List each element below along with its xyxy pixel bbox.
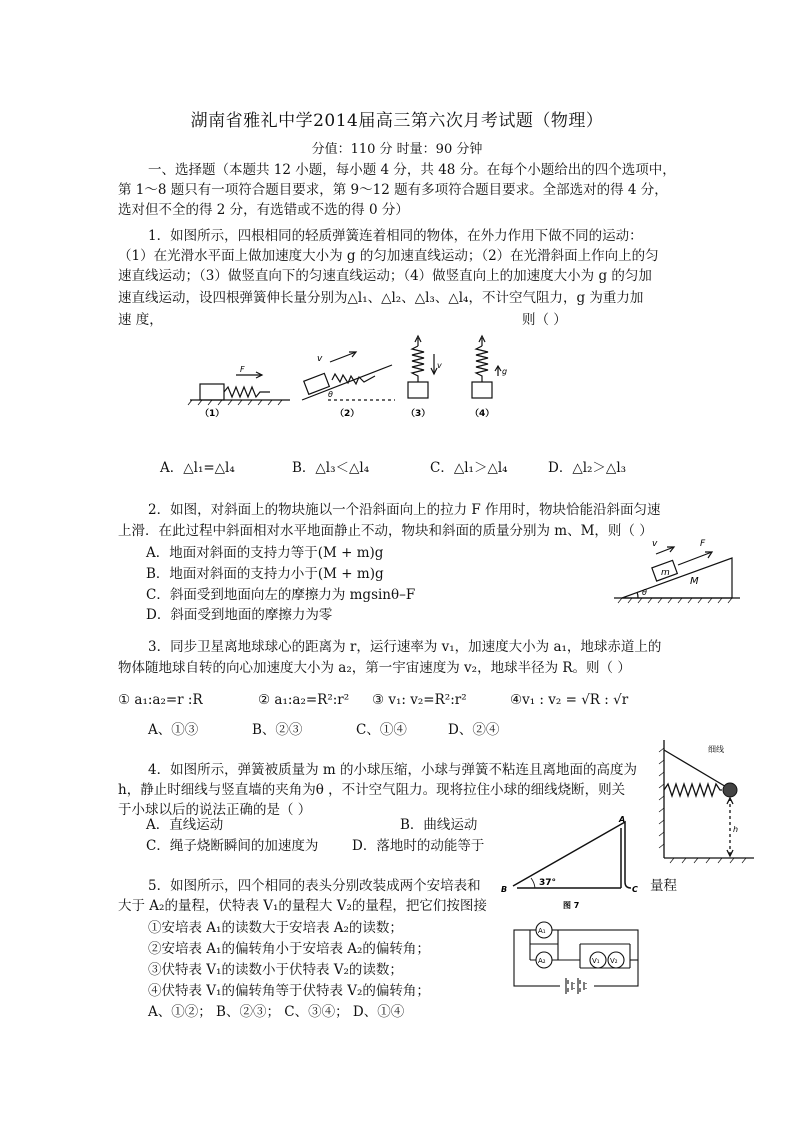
q4-figure: [656, 738, 756, 864]
q1-line-2: （1）在光滑水平面上做加速度大小为 g 的匀加速直线运动；（2）在光滑斜面上作向上的匀: [118, 248, 659, 264]
q1-fig-caption-1: （1）: [200, 409, 225, 419]
q4-fig-label-h: h: [733, 825, 739, 834]
q2-option-b: B．地面对斜面的支持力小于(M + m)g: [146, 566, 384, 582]
q1-option-c: C．△l₁＞△l₄: [430, 460, 508, 476]
q5-line-1-start: 5．如图所示，四个相同的表头分别改装成两个安培表和: [148, 878, 481, 894]
q5-item-2: ②安培表 A₁的偏转角小于安培表 A₂的偏转角；: [148, 941, 430, 957]
q1-option-d: D．△l₂＞△l₃: [548, 460, 627, 476]
q3-statement-3: ③ v₁: v₂=R²:r²: [372, 692, 467, 708]
q2-fig-label-M: M: [690, 576, 699, 587]
q5-meter-v1: V₁: [592, 957, 600, 965]
q2-line-1: 2．如图，对斜面上的物块施以一个沿斜面向上的拉力 F 作用时，物块恰能沿斜面匀速: [148, 502, 661, 518]
q1-line-3: 速直线运动；（3）做竖直向下的匀速直线运动；（4）做竖直向上的加速度大小为 g 的匀加: [118, 268, 652, 284]
q3-option-b: B、②③: [252, 722, 303, 738]
q3-line-1: 3．同步卫星离地球球心的距离为 r，运行速率为 v₁，加速度大小为 a₁，地球赤道上的: [148, 639, 662, 655]
q2-figure: [612, 532, 742, 612]
q4-option-c: C．绳子烧断瞬间的加速度为: [146, 838, 319, 854]
q5-meter-a2: A₂: [538, 957, 546, 965]
q2-fig-label-F: F: [700, 539, 706, 549]
q1-figure: [180, 330, 520, 422]
q4-line-2: h，静止时细线与竖直墙的夹角为θ ，不计空气阻力。现将拉住小球的细线烧断，则关: [118, 782, 626, 798]
q5-item-1: ①安培表 A₁的读数大于安培表 A₂的读数；: [148, 920, 403, 936]
q1-answer-bracket: 则（ ）: [522, 312, 567, 328]
exam-meta: 分值：110 分 时量：90 分钟: [311, 142, 483, 157]
q3-option-a: A、①③: [148, 722, 199, 738]
section-intro-line-2: 第 1～8 题只有一项符合题目要求，第 9～12 题有多项符合题目要求。全部选对的得 4 分，: [118, 182, 668, 198]
q5-item-4: ④伏特表 V₁的偏转角等于伏特表 V₂的偏转角；: [148, 983, 430, 999]
q3-statement-2: ② a₁:a₂=R²:r²: [258, 692, 350, 708]
q2-fig-label-v: v: [652, 539, 658, 549]
q3-option-c: C、①④: [356, 722, 407, 738]
q5-options: A、①②； B、②③； C、③④； D、①④: [148, 1004, 405, 1020]
q5-meter-a1: A₁: [538, 927, 546, 935]
q3-option-d: D、②④: [448, 722, 500, 738]
q2-option-d: D．斜面受到地面的摩擦力为零: [146, 607, 333, 623]
q5-line-2: 大于 A₂的量程，伏特表 V₁的量程大 V₂的量程，把它们按图接: [118, 898, 487, 914]
q4-line-1: 4．如图所示，弹簧被质量为 m 的小球压缩，小球与弹簧不粘连且离地面的高度为: [148, 762, 637, 778]
q4-option-b: B．曲线运动: [400, 817, 478, 833]
q2-fig-label-m: m: [661, 568, 670, 578]
page-title: 湖南省雅礼中学2014届高三第六次月考试题（物理）: [190, 111, 604, 131]
fig7-label-C: C: [632, 885, 638, 894]
section-intro-line-1: 一、选择题（本题共 12 小题，每小题 4 分，共 48 分。在每个小题给出的四个选项中，: [148, 162, 676, 178]
q3-statement-4: ④v₁ : v₂ = √R : √r: [510, 692, 629, 708]
q1-fig-caption-2: （2）: [335, 409, 360, 419]
q4-option-a: A．直线运动: [146, 817, 224, 833]
q1-fig-label-F: F: [240, 365, 245, 374]
q1-line-5: 速 度，: [118, 312, 163, 328]
figure-7: [495, 812, 645, 916]
q5-line-1-end: 量程: [650, 878, 677, 894]
q1-fig-label-v2: v: [437, 361, 442, 370]
q1-fig-label-theta: θ: [328, 390, 333, 399]
q5-meter-v2: V₂: [610, 957, 618, 965]
q4-line-3: 于小球以后的说法正确的是（ ）: [118, 802, 312, 818]
q1-line-4: 速直线运动，设四根弹簧伸长量分别为△l₁、△l₂、△l₃、△l₄，不计空气阻力，g 为重力加: [118, 290, 644, 306]
q5-item-3: ③伏特表 V₁的读数小于伏特表 V₂的读数；: [148, 962, 403, 978]
q2-option-c: C．斜面受到地面向左的摩擦力为 mgsinθ–F: [146, 587, 416, 603]
q1-fig-label-v: v: [317, 354, 323, 364]
q3-line-2: 物体随地球自转的向心加速度大小为 a₂，第一宇宙速度为 v₂，地球半径为 R。则（ ）: [118, 660, 631, 676]
q4-fig-label-string: 细线: [708, 745, 724, 754]
q1-fig-caption-4: （4）: [470, 409, 495, 419]
fig7-label-A: A: [619, 815, 626, 824]
section-intro-line-3: 选对但不全的得 2 分，有选错或不选的得 0 分）: [118, 202, 409, 218]
q4-option-d: D．落地时的动能等于: [352, 838, 485, 854]
q1-line-1: 1．如图所示，四根相同的轻质弹簧连着相同的物体，在外力作用下做不同的运动：: [148, 228, 643, 244]
fig7-label-angle: 37°: [539, 878, 557, 888]
q5-circuit-figure: [508, 914, 648, 1000]
q2-fig-label-theta: θ: [642, 588, 647, 597]
fig7-caption: 图 7: [563, 901, 580, 910]
q1-fig-caption-3: （3）: [406, 409, 431, 419]
q2-option-a: A．地面对斜面的支持力等于(M + m)g: [146, 545, 384, 561]
q1-option-b: B．△l₃＜△l₄: [292, 460, 370, 476]
q1-fig-label-g: g: [502, 367, 508, 376]
q3-statement-1: ① a₁:a₂=r :R: [118, 692, 203, 708]
q1-option-a: A．△l₁=△l₄: [160, 460, 235, 476]
q2-line-2: 上滑．在此过程中斜面相对水平地面静止不动，物块和斜面的质量分别为 m、M，则（ ）: [118, 523, 653, 539]
fig7-label-B: B: [501, 885, 508, 894]
